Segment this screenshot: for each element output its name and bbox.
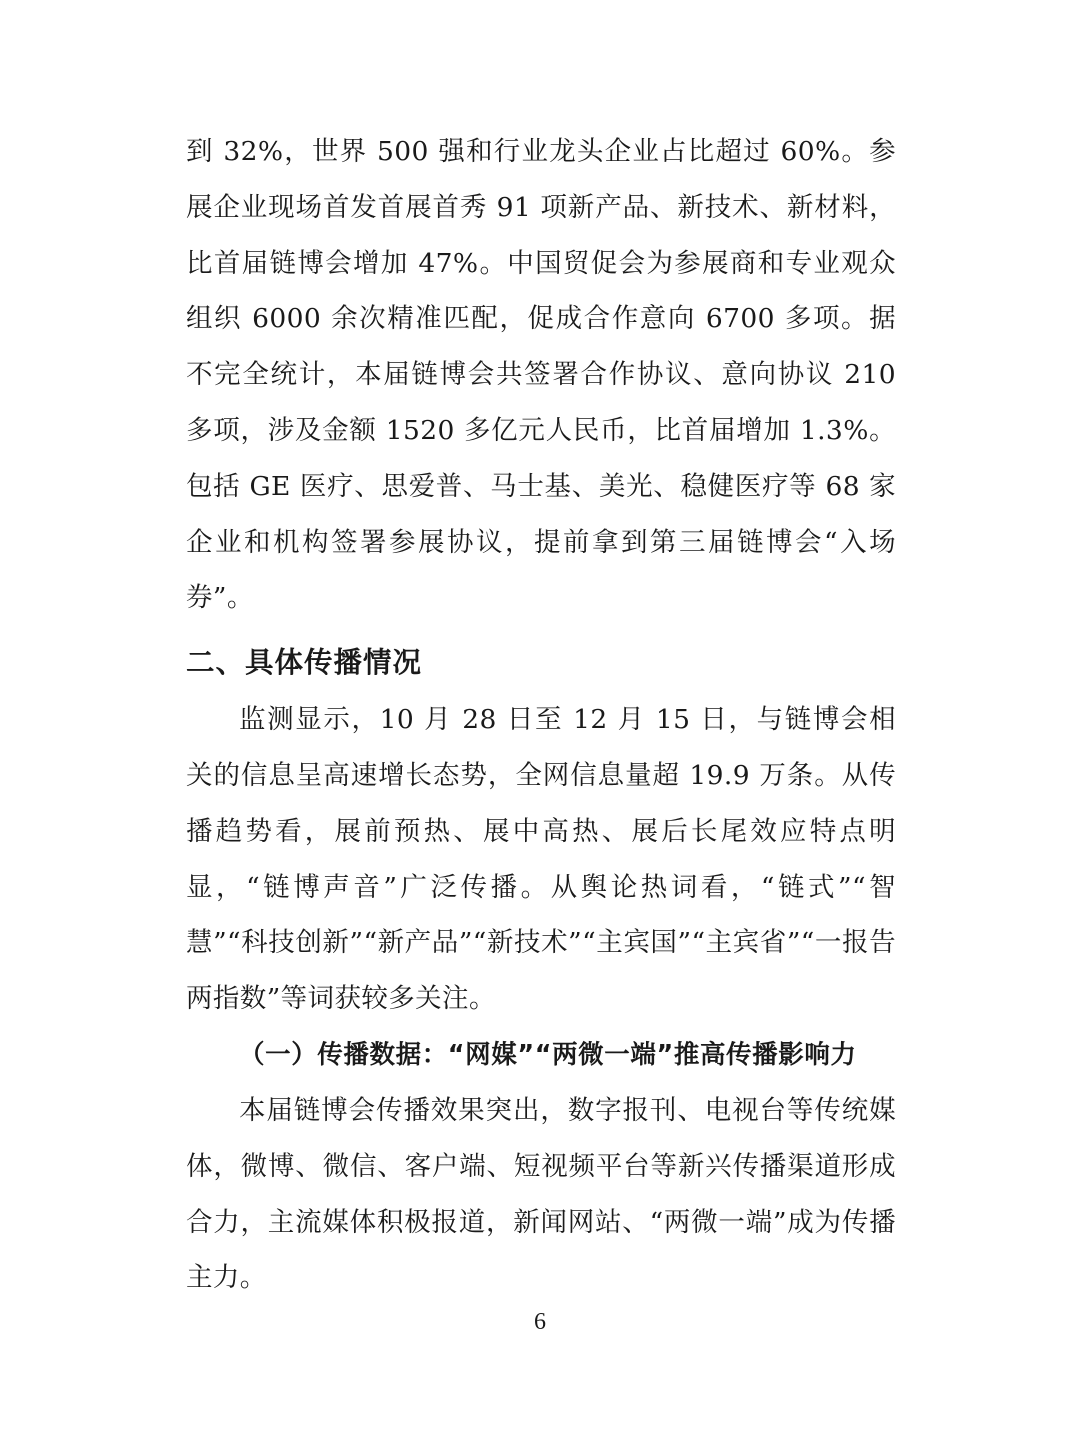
section-heading: 二、具体传播情况 bbox=[186, 646, 423, 680]
page-body bbox=[186, 124, 896, 1306]
page-number: 6 bbox=[534, 1309, 546, 1335]
body-paragraph-monitoring: 监测显示，10 月 28 日至 12 月 15 日，与链博会相关的信息呈高速增长态势，全网信息量超 19.9 万条。从传播趋势看，展前预热、展中高热、展后长尾效应特点明显，“链博声音”广泛传播。从舆论热词看，“链式”“智慧”“科技创新”“新产品”“新技术”“主宾国”“主宾省”“一报告两指数”等词获较多关注。 bbox=[186, 704, 896, 1015]
subsection-heading: （一）传播数据：“网媒”“两微一端”推高传播影响力 bbox=[239, 1039, 857, 1070]
body-paragraph-continued: 到 32%，世界 500 强和行业龙头企业占比超过 60%。参展企业现场首发首展首秀 91 项新产品、新技术、新材料，比首届链博会增加 47%。中国贸促会为参展商和专业观众组织 6000 余次精准匹配，促成合作意向 6700 多项。据不完全统计，本届链博会共签署合作协议、意向协议 210 多项，涉及金额 1520 多亿元人民币，比首届增加 1.3%。包括 GE 医疗、思爱普、马士基、美光、稳健医疗等 68 家企业和机构签署参展协议，提前拿到第三届链博会“入场券”。 bbox=[186, 136, 896, 614]
body-paragraph-media: 本届链博会传播效果突出，数字报刊、电视台等传统媒体，微博、微信、客户端、短视频平台等新兴传播渠道形成合力，主流媒体积极报道，新闻网站、“两微一端”成为传播主力。 bbox=[186, 1094, 896, 1294]
